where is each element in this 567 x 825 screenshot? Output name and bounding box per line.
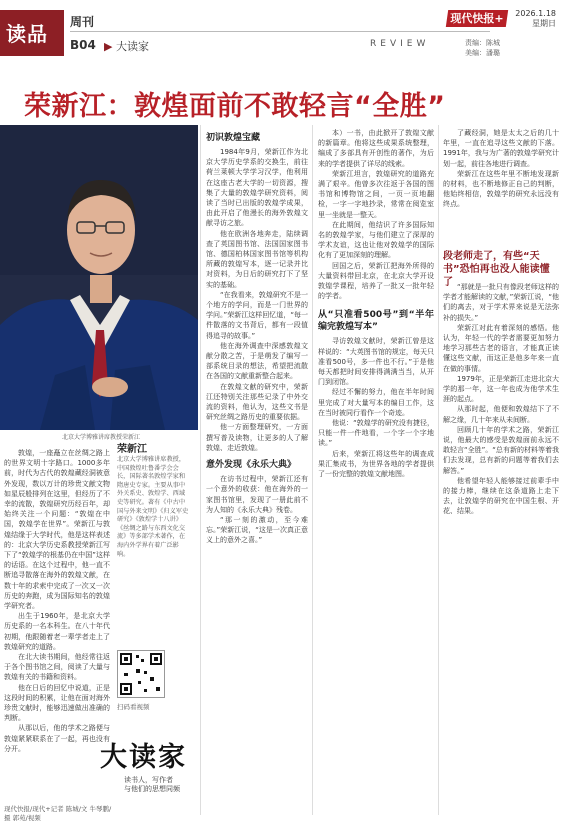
page-number: B04 (70, 38, 96, 52)
article-column-2: 初识敦煌宝藏 1984年9月，荣新江作为北京大学历史学系的交换生，前往荷兰莱顿大学学习汉学，他利用在这座古老大学的一切资源，搜集了大量的敦煌学研究资料，阅读了当时已出版的敦煌学成果，由此开启了他漫长的海外敦煌文献寻访之旅。 他在欧洲各地奔走，陆续调查了英国图书馆、法国国家图书馆、德国柏林国家图书馆等机构所藏的敦煌写本，逐一记录并比对资料，为日后的研究打下了坚实的基础。 “在我看来，敦煌研究不是一个地方的学问，而是一门世界的学问。”荣新江这样回忆道，“每一件散落的文书背后，都有一段值得追寻的故事。” 他在海外调查中深感敦煌文献分散之苦，于是萌发了编写一部系统目录的想法，希望把流散在各国的文献重新整合起来。 在敦煌文献的研究中，荣新江还特别关注那些记录了中外交流的资料，他认为，这些文书是研究丝绸之路历史的重要依据。 他一方面整理研究，一方面撰写普及读物，让更多的人了解敦煌、走近敦煌。 意外发现《永乐大典》 在访书过程中，荣新江还有一个意外的收获：他在海外的一家图书馆里，发现了一册此前不为人知的《永乐大典》残卷。 “那一刻的激动，至今难忘。”荣新江说，“这是一次真正意义上的意外之喜。” (206, 133, 308, 545)
section-heading: 意外发现《永乐大典》 (206, 460, 297, 471)
article-column-4: “那就是一批只有像段老师这样的学者才能解读的文献，”荣新江说，“他们的离去，对于学术界来说是无法弥补的损失。” 荣新江对此有着深刻的感悟。他认为，年轻一代的学者需要更加努力地学习那些古老的语言，才能真正读懂这些文献，而这正是他多年来一直在做的事情。 1979年，正是荣新江走进北京大学的那一年，这一年也成为他学术生涯的起点。 从那时起，他便和敦煌结下了不解之缘，几十年来从未间断。 回顾几十年的学术之路，荣新江说，他最大的感受是敦煌面前永远不敢轻言“全胜”。“总有新的材料等着我们去发现，总有新的问题等着我们去解答。” 他希望年轻人能够接过前辈手中的接力棒，继续在这条道路上走下去，让敦煌学的研究在中国生根、开花、结果。 (443, 283, 559, 516)
review-label: REVIEW (370, 39, 430, 49)
article-headline: 荣新江：敦煌面前不敢轻言“全胜” (24, 91, 446, 122)
column-name: ▶ 大读家 (104, 40, 149, 53)
week-label: 周刊 (70, 15, 95, 29)
brand-logo: 大读家 (100, 742, 187, 773)
qr-code[interactable] (117, 650, 165, 698)
pull-quote: 段老师走了，有些“天书”恐怕再也没人能读懂了 (443, 251, 550, 288)
issue-date: 2026.1.18 星期日 (515, 9, 556, 28)
article-column-3: 本）一书，由此掀开了敦煌文献的新篇章。他将这些成果系统整理，编成了多部具有开创性的著作，为后来的学者提供了详尽的线索。 荣新江坦言，敦煌研究的道路充满了艰辛。他曾多次往返于各国的图书馆和博物馆之间，一页一页地翻检，一字一字地抄录，常常在阅览室里一坐就是一整天。 在此期间，他结识了许多国际知名的敦煌学家，与他们建立了深厚的学术友谊，这也让他对敦煌学的国际化有了更加深刻的理解。 回国之后，荣新江把海外所得的大量资料带回北京，在北京大学开设敦煌学课程，培养了一批又一批年轻的学者。 从“只准看500号”到“半年编完敦煌写本” 寻访敦煌文献时，荣新江曾是这样说的：“大英图书馆的规定，每天只准看500号，多一件也不行。”于是他每天都把时间安排得满满当当，从开门到闭馆。 经过不懈的努力，他在半年时间里完成了对大量写本的编目工作，这在当时被同行看作一个奇迹。 他说：“敦煌学的研究没有捷径，只能一件一件地看，一个字一个字地读。” 后来，荣新江将这些年的调查成果汇集成书，为世界各地的学者提供了一份完整的敦煌文献地图。 (318, 129, 434, 479)
bio-text: 北京大学博雅讲席教授，中国敦煌吐鲁番学会会长，国际著名敦煌学家和隋唐史专家。主要从事中外关系史、敦煌学、西域史等研究。著有《中古中国与外来文明》《归义军史研究》《敦煌学十八讲》《丝绸之路与东西文化交流》等多部学术著作，在海内外学界有着广泛影响。 (117, 456, 189, 558)
bio-name: 荣新江 (117, 444, 147, 455)
qr-caption: 扫码看视频 (117, 703, 150, 711)
column-divider (312, 125, 313, 815)
brand-slogan: 读书人，写作者 与他们的思想同频 (124, 776, 180, 793)
triangle-icon: ▶ (104, 40, 113, 53)
column-divider (438, 125, 439, 815)
editors: 责编：陈城 美编：潘璐 (465, 39, 500, 57)
photo-caption: 北京大学博雅讲席教授荣新江 (62, 434, 141, 441)
qr-code-icon (118, 651, 164, 697)
section-heading: 初识敦煌宝藏 (206, 133, 261, 143)
portrait-photo (0, 125, 198, 430)
newspaper-logo: 现代快报+ (446, 10, 508, 27)
credits: 现代快报/现代+记者 陈城/文 牛琴鹏/摄 郭苑/视频 (4, 805, 112, 822)
portrait-illustration (0, 125, 198, 430)
header-divider (70, 31, 490, 32)
left-column: 敦煌，一座矗立在丝绸之路上的世界文明十字路口。1000多年前，时代为古代的敦煌藏经洞被意外发现，数以万计的珍贵文献文物如星辰般排列在这里，但经历了不幸的流散，敦煌研究历经百年，却始终关注一个问题：“敦煌在中国，敦煌学在世界”。荣新江与敦煌结缘于大学时代，他是这样表述的：北京大学历史系教授荣新江写下了“敦煌学的根基仍在中国”这样的话语。在这个过程中，他一直不断追寻散落在海外的敦煌文献，在数十年的求索中完成了一次又一次历史的奔跑，成为国际知名的敦煌学研究者。 出生于1960年，是北京大学历史系的一名本科生。在八十年代初期，他跟随着老一辈学者走上了敦煌研究的道路。 在北大读书期间，他经常往返于各个图书馆之间，阅读了大量与敦煌有关的书籍和资料。 他在日后的回忆中说道，正是这段时间的积累，让他在面对海外珍贵文献时，能够迅速做出准确的判断。 从那以后，他的学术之路便与敦煌紧紧联系在了一起，再也没有分开。 (4, 449, 110, 753)
article-column-4-top: 了藏经洞，她是太太之后的几十年里，一直在追寻这些文献的下落。1991年，我与为广著的敦煌学研究计划一起，前往各地进行调查。 荣新江在这些年里不断地发现新的材料，也不断地修正自己的判断，他始终相信，敦煌学的研究永远没有终点。 (443, 129, 559, 209)
section-heading: 从“只准看500号”到“半年编完敦煌写本” (318, 310, 434, 333)
section-label: 读品 (6, 22, 48, 46)
section-badge (0, 10, 64, 56)
column-divider (200, 125, 201, 815)
